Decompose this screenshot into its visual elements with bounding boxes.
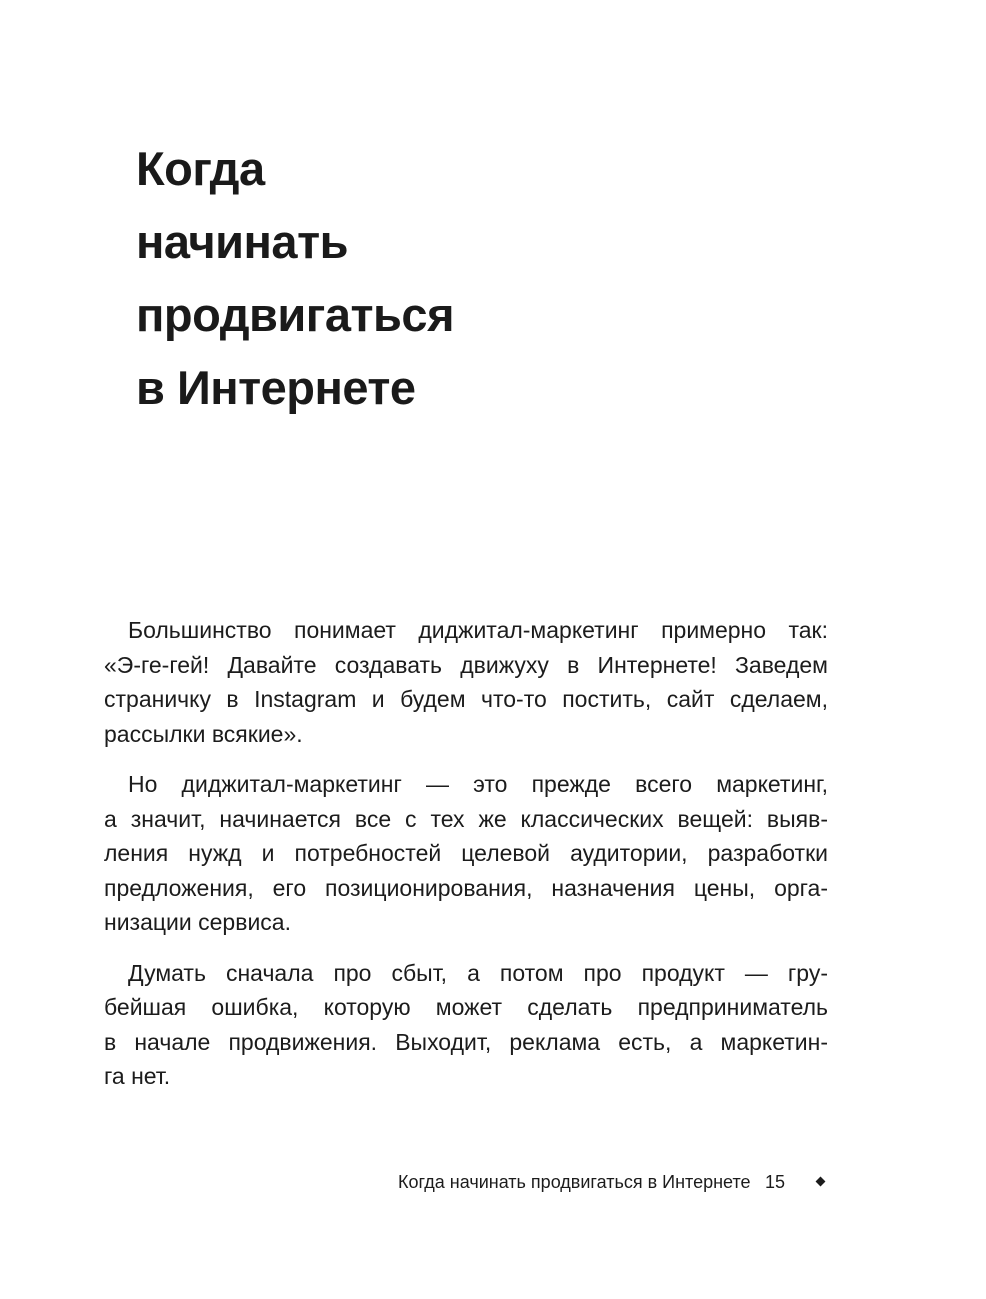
paragraph-2 — [104, 767, 828, 940]
text-line: га нет. — [104, 1063, 171, 1089]
chapter-title — [136, 132, 656, 424]
paragraph-3 — [104, 956, 828, 1094]
text-line: предложения, его позиционирования, назначения цены, орга- — [104, 874, 828, 901]
chapter-title-line: начинать — [136, 215, 348, 268]
text-line: бейшая ошибка, которую может сделать предприниматель — [104, 994, 828, 1020]
text-line: «Э-ге-гей! Давайте создавать движуху в Интернете! Заведем — [104, 651, 828, 678]
paragraph-1 — [104, 613, 828, 751]
text-line: Большинство понимает диджитал-маркетинг примерно так: — [128, 617, 828, 643]
text-line: низации сервиса. — [104, 909, 291, 935]
text-line: рассылки всякие». — [104, 720, 303, 747]
text-line: Думать сначала про сбыт, а потом про продукт — гру- — [128, 959, 828, 986]
running-footer — [398, 1167, 830, 1197]
chapter-title-line: продвигаться — [136, 288, 454, 341]
text-line: а значит, начинается все с тех же классических вещей: выяв- — [104, 805, 828, 832]
chapter-title-line: в Интернете — [136, 361, 416, 414]
text-line: в начале продвижения. Выходит, реклама есть, а маркетин- — [104, 1028, 828, 1055]
chapter-title-line: Когда — [136, 142, 265, 195]
text-line: Но диджитал-маркетинг — это прежде всего маркетинг, — [128, 771, 828, 797]
diamond-ornament-icon — [816, 1177, 826, 1187]
body-text — [104, 613, 828, 1110]
text-line: страничку в Instagram и будем что-то постить, сайт сделаем, — [104, 686, 828, 712]
text-line: ления нужд и потребностей целевой аудитории, разработки — [104, 840, 828, 866]
footer-running-title: Когда начинать продвигаться в Интернете — [398, 1172, 751, 1192]
page-number: 15 — [765, 1172, 786, 1192]
